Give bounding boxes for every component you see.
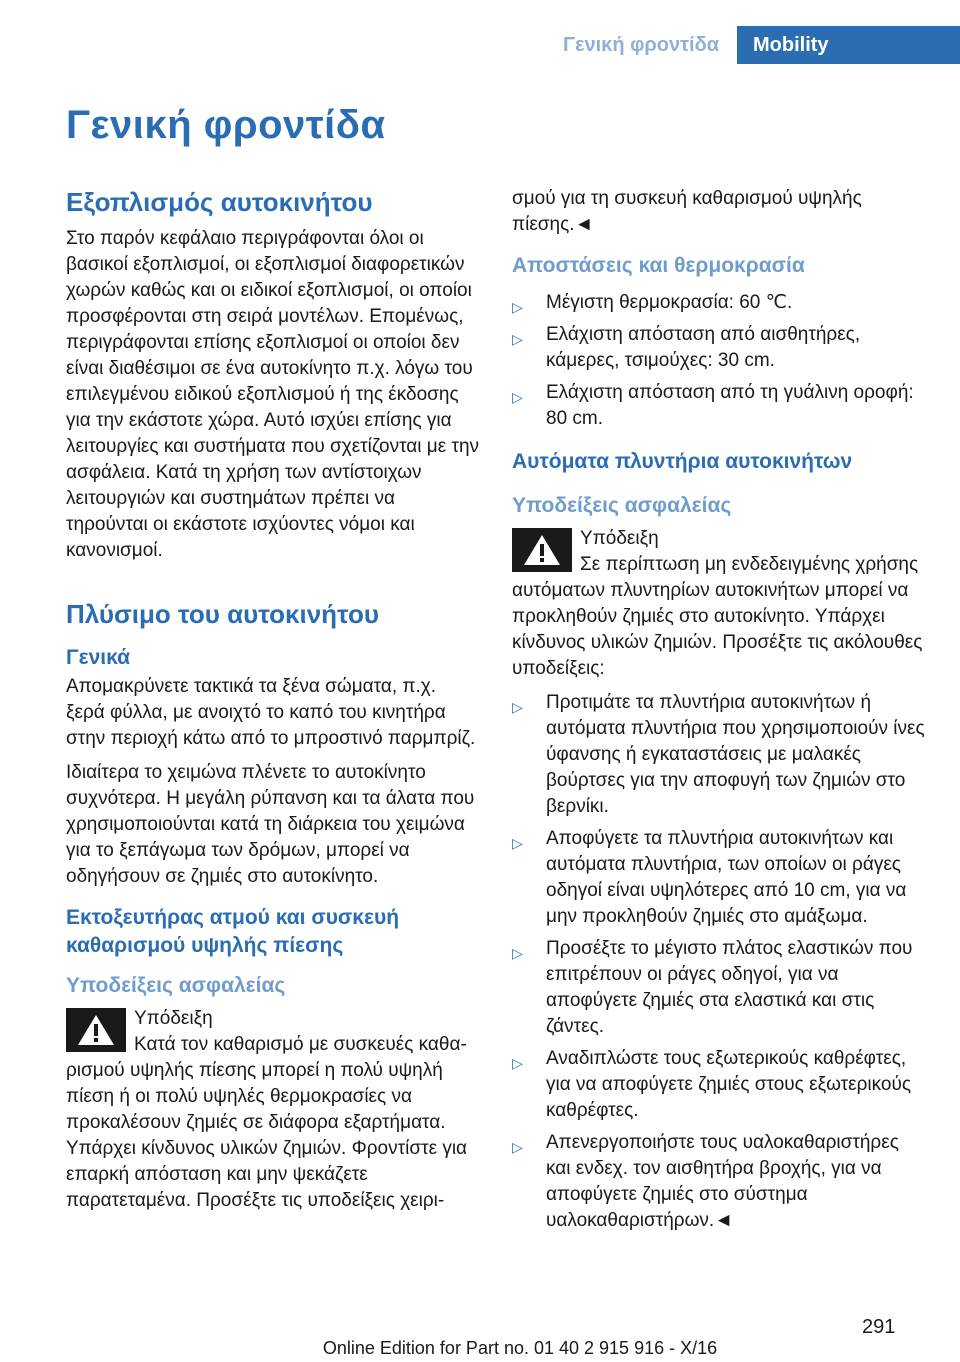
car-wash-heading: Πλύσιμο του αυτοκινήτου <box>66 599 379 629</box>
car-wash-list <box>512 690 926 1234</box>
warning-icon <box>66 1008 126 1052</box>
triangle-bullet-icon: ▷ <box>512 945 523 961</box>
triangle-bullet-icon: ▷ <box>512 389 523 405</box>
triangle-bullet-icon: ▷ <box>512 1055 523 1071</box>
list-item: ▷ Ελάχιστη απόσταση από τη γυάλινη οροφή: 80 cm. <box>512 382 914 429</box>
safety-notes-heading-right: Υποδείξεις ασφαλείας <box>512 494 732 517</box>
list-item: ▷ Ελάχιστη απόσταση από αισθητήρες, κάμερες, τσιμούχες: 30 cm. <box>512 324 861 371</box>
warning-label: Υπόδειξη <box>580 528 659 549</box>
list-item: ▷ Απενεργοποιήστε τους υαλοκαθαριστήρες και ενδεχ. τον αισθητήρα βροχής, για να αποφύγετε ζημιές στο σύστημα υαλοκαθαριστήρων.◄ <box>512 1132 899 1231</box>
triangle-bullet-icon: ▷ <box>512 699 523 715</box>
triangle-bullet-icon: ▷ <box>512 1139 523 1155</box>
safety-notes-heading: Υποδείξεις ασφαλείας <box>66 974 286 997</box>
warning-text: αυτόματων πλυντηρίων αυτοκινήτων μπορεί να προκληθούν ζημιές στο αυτοκίνητο. Υπάρχει κίνδυνος υλικών ζημιών. Προσέξτε τις ακόλουθες υποδείξεις: <box>512 580 923 679</box>
warning-text-first-line: Σε περίπτωση μη ενδεδειγμένης χρήσης <box>580 554 919 575</box>
triangle-bullet-icon: ▷ <box>512 331 523 347</box>
warning-block <box>66 1006 480 1214</box>
continued-text: σμού για τη συσκευή καθαρισμού υψηλής πίεσης.◄ <box>512 188 862 235</box>
warning-block-right <box>512 526 926 682</box>
left-column <box>66 186 480 1222</box>
list-item: ▷ Προτιμάτε τα πλυντήρια αυτοκινήτων ή αυτόματα πλυντήρια που χρησιμοποιούν ίνες ύφανσης ή εγκαταστάσεις με μαλακές βούρτσες για την αποφυγή των ζημιών στο βερνίκι. <box>512 692 925 817</box>
car-wash-systems-heading: Αυτόματα πλυντήρια αυτοκινήτων <box>512 450 853 473</box>
warning-label: Υπόδειξη <box>134 1008 213 1029</box>
list-item: ▷ Μέγιστη θερμοκρασία: 60 ℃. <box>512 290 926 316</box>
footer-edition: Online Edition for Part no. 01 40 2 915 916 - X/16 <box>322 1338 718 1358</box>
triangle-bullet-icon: ▷ <box>512 299 523 315</box>
steam-jet-heading: Εκτοξευτήρας ατμού και συσκευή καθαρισμού υψηλής πίεσης <box>66 906 400 957</box>
warning-icon <box>512 528 572 572</box>
equipment-heading: Εξοπλισμός αυτοκινήτου <box>66 187 373 217</box>
warning-text-first-line: Κατά τον καθαρισμό με συσκευές καθα- <box>134 1034 467 1055</box>
equipment-text: Στο παρόν κεφάλαιο περιγράφονται όλοι οι βασικοί εξοπλισμοί, οι εξοπλισμοί διαφορετικών χωρών καθώς και οι ειδικοί εξοπλισμοί, οι οποίοι προσφέρονται στη σειρά μοντέλων. Επομένως, περιγράφονται επίσης εξοπλισμοί οι οποίοι δεν είναι διαθέσιμοι σε ένα αυτοκίνητο π.χ. λόγω του επιλεγμένου ειδικού εξοπλισμού ή της έκδοσης για την εκάστοτε χώρα. Αυτό ισχύει επίσης για λειτουργίες και συστήματα που σχετίζονται με την ασφάλεια. Κατά τη χρήση των αντίστοιχων λειτουργιών και συστημάτων πρέπει να τηρούνται οι εκάστοτε ισχύοντες νόμοι και κανονισμοί. <box>66 228 480 561</box>
right-column <box>512 186 926 1240</box>
list-item: ▷ Αναδιπλώστε τους εξωτερικούς καθρέφτες, για να αποφύγετε ζημιές στους εξωτερικούς καθρέφτες. <box>512 1048 912 1121</box>
triangle-bullet-icon: ▷ <box>512 835 523 851</box>
general-paragraph-1: Απομακρύνετε τακτικά τα ξένα σώματα, π.χ. ξερά φύλλα, με ανοιχτό το καπό του κινητήρα στην περιοχή κάτω από το μπροστινό παρμπρίζ. <box>66 676 476 749</box>
general-paragraph-2: Ιδιαίτερα το χειμώνα πλένετε το αυτοκίνητο συχνότερα. Η μεγάλη ρύπανση και τα άλατα που χρησιμοποιούνται κατά τη διάρκεια του χειμώνα για το ξεπάγωμα των δρόμων, μπορεί να οδηγήσουν σε ζημιές στο αυτοκίνητο. <box>66 762 475 887</box>
list-item: ▷ Προσέξτε το μέγιστο πλάτος ελαστικών που επιτρέπουν οι ράγες οδηγοί, για να αποφύγετε ζημιές στα ελαστικά και στις ζάντες. <box>512 938 913 1037</box>
distances-heading: Αποστάσεις και θερμοκρασία <box>512 254 805 277</box>
page-number: 291 <box>862 1316 896 1338</box>
general-heading: Γενικά <box>66 646 131 669</box>
list-item: ▷ Αποφύγετε τα πλυντήρια αυτοκινήτων και αυτόματα πλυντήρια, των οποίων οι ράγες οδηγοί είναι υψηλότερες από 10 cm, για να μην προκληθούν ζημιές στο αμάξωμα. <box>512 828 907 927</box>
warning-text: ρισμού υψηλής πίεσης μπορεί η πολύ υψηλή πίεση ή οι πολύ υψηλές θερμοκρασίες να προκαλέσουν ζημιές σε διάφορα εξαρτήματα. Υπάρχει κίνδυνος υλικών ζημιών. Φροντίστε για επαρκή απόσταση και μην ψεκάζετε παρατεταμένα. Προσέξτε τις υποδείξεις χειρι- <box>66 1060 468 1211</box>
header-section-tab: Γενική φροντίδα <box>562 33 720 56</box>
header-chapter-tab: Mobility <box>737 26 960 64</box>
distances-list <box>512 290 926 432</box>
page-title: Γενική φροντίδα <box>66 103 386 147</box>
